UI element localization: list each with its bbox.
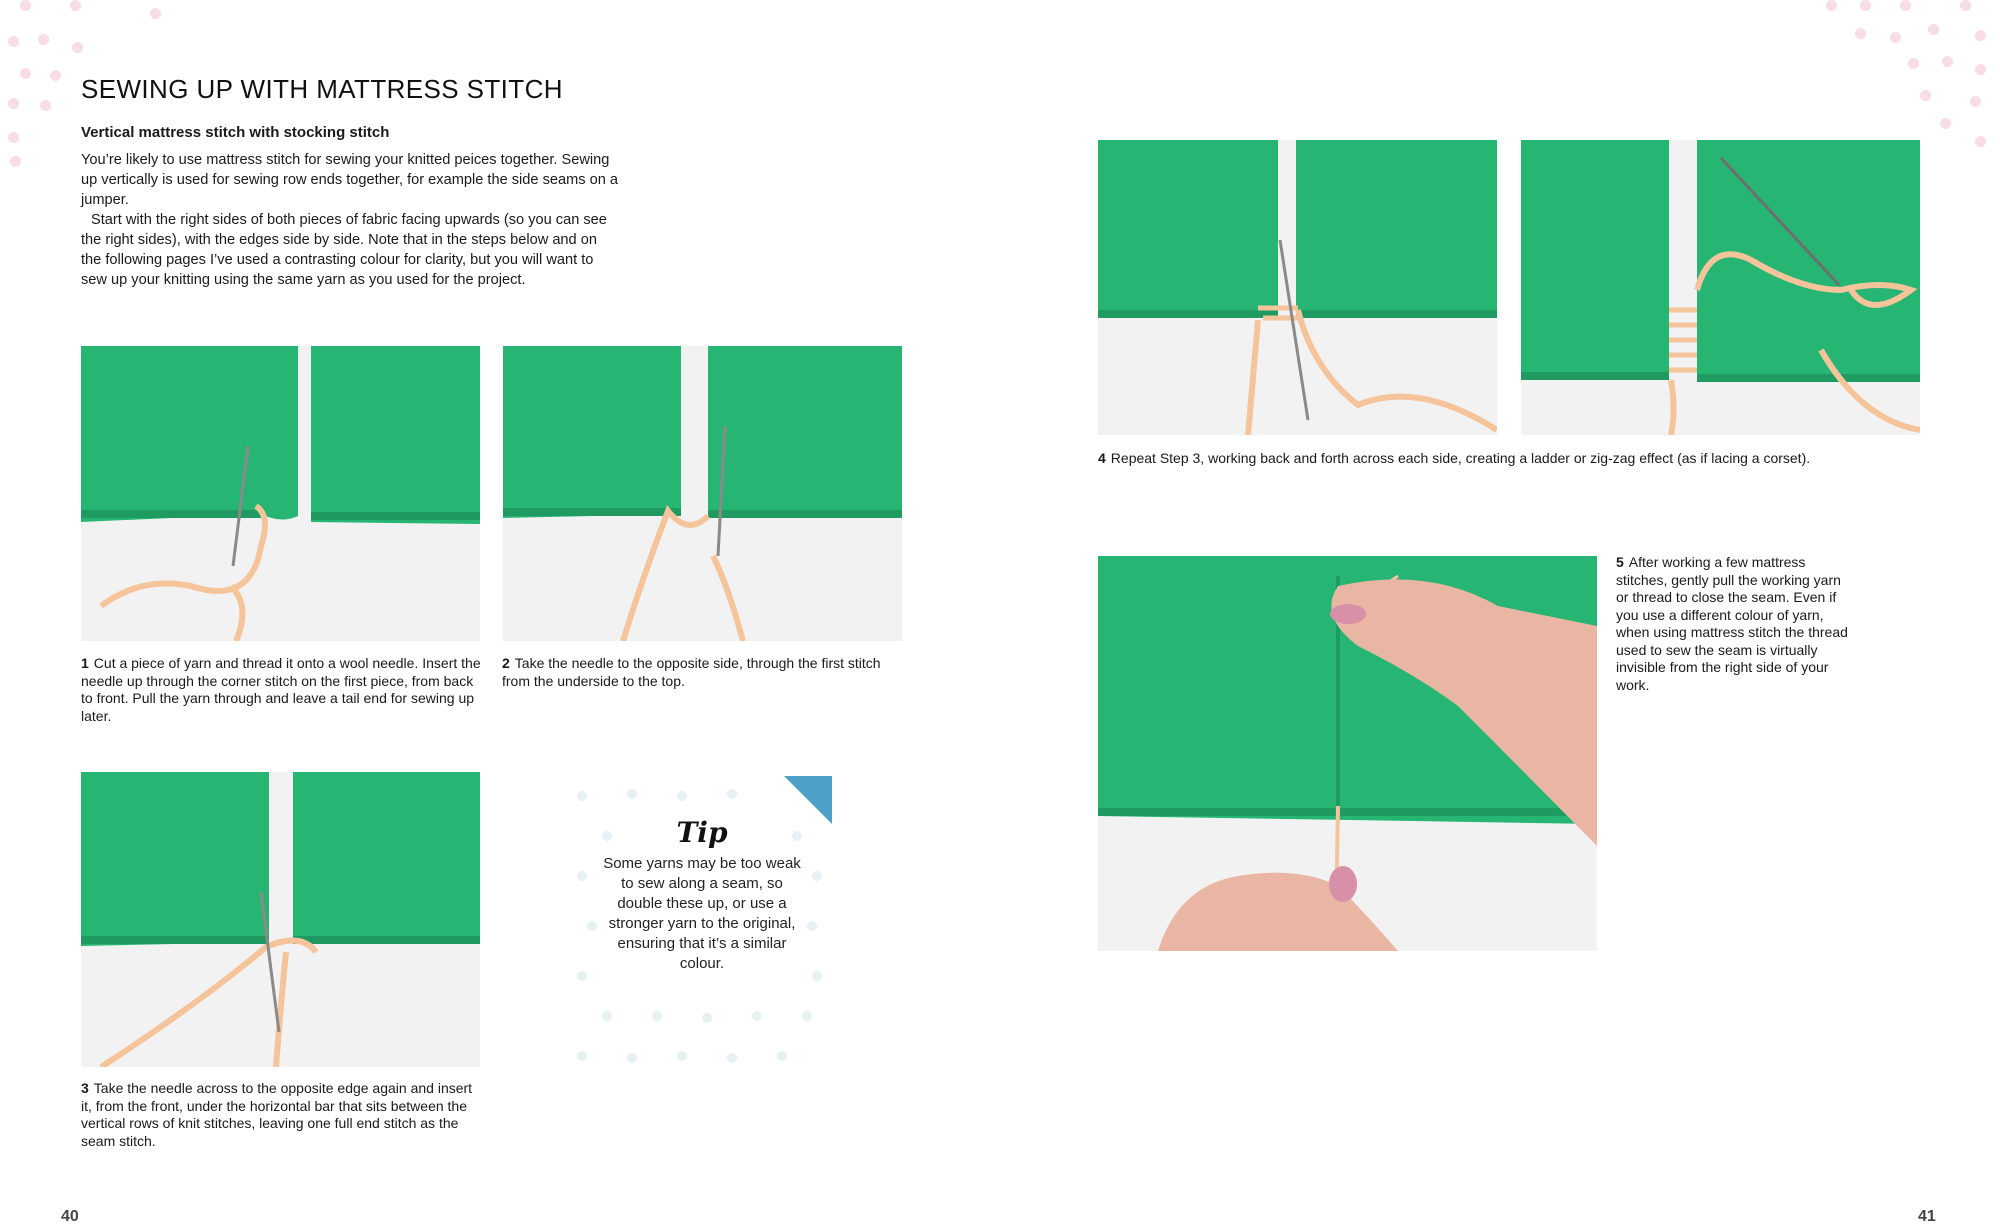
step-2-photo	[503, 346, 902, 641]
step-5-number: 5	[1616, 554, 1624, 570]
step-5-caption	[1616, 554, 1856, 694]
step-4-number: 4	[1098, 450, 1106, 466]
step-3-photo	[81, 772, 480, 1067]
page-title: SEWING UP WITH MATTRESS STITCH	[81, 74, 563, 104]
section-subtitle: Vertical mattress stitch with stocking stitch	[81, 124, 390, 141]
step-2-text: Take the needle to the opposite side, through the first stitch from the underside to the top.	[502, 655, 881, 689]
tip-text: Some yarns may be too weak to sew along a seam, so double these up, or use a stronger yarn to the original, ensuring that it’s a similar colour.	[603, 855, 801, 972]
step-3-number: 3	[81, 1080, 89, 1096]
step-3-caption	[81, 1080, 481, 1150]
intro-text	[81, 150, 621, 290]
step-2-number: 2	[502, 655, 510, 671]
step-1-photo	[81, 346, 480, 641]
step-5-photo	[1098, 556, 1597, 951]
page-number-left: 40	[61, 1208, 79, 1225]
step-4-caption	[1098, 450, 1928, 468]
intro-paragraph-2: Start with the right sides of both pieces of fabric facing upwards (so you can see the right sides), with the edges side by side. Note that in the steps below and on the following pages I’ve used a contrasting colour for clarity, but you will want to sew up your knitting using the same yarn as you used for the project.	[81, 212, 607, 288]
step-2-caption	[502, 655, 902, 690]
tip-box	[572, 776, 832, 1086]
tip-title: Tip	[676, 816, 728, 849]
step-3-text: Take the needle across to the opposite edge again and insert it, from the front, under the horizontal bar that sits between the vertical rows of knit stitches, leaving one full end stitch as the seam stitch.	[81, 1080, 473, 1149]
step-4-photo-b	[1521, 140, 1920, 435]
step-1-text: Cut a piece of yarn and thread it onto a wool needle. Insert the needle up through the corner stitch on the first piece, from back to front. Pull the yarn through and leave a tail end for sewing up later.	[81, 655, 481, 724]
page-number-right: 41	[1918, 1208, 1936, 1225]
step-1-number: 1	[81, 655, 89, 671]
step-5-text: After working a few mattress stitches, gently pull the working yarn or thread to close the seam. Even if you use a different colour of yarn, when using mattress stitch the thread used to sew the seam is virtually invisible from the right side of your work.	[1616, 554, 1848, 693]
intro-paragraph-1: You’re likely to use mattress stitch for sewing your knitted peices together. Sewing up vertically is used for sewing row ends together, for example the side seams on a jumper.	[81, 152, 619, 208]
step-4-photo-a	[1098, 140, 1497, 435]
step-4-text: Repeat Step 3, working back and forth across each side, creating a ladder or zig-zag effect (as if lacing a corset).	[1110, 450, 1811, 466]
step-1-caption	[81, 655, 481, 725]
